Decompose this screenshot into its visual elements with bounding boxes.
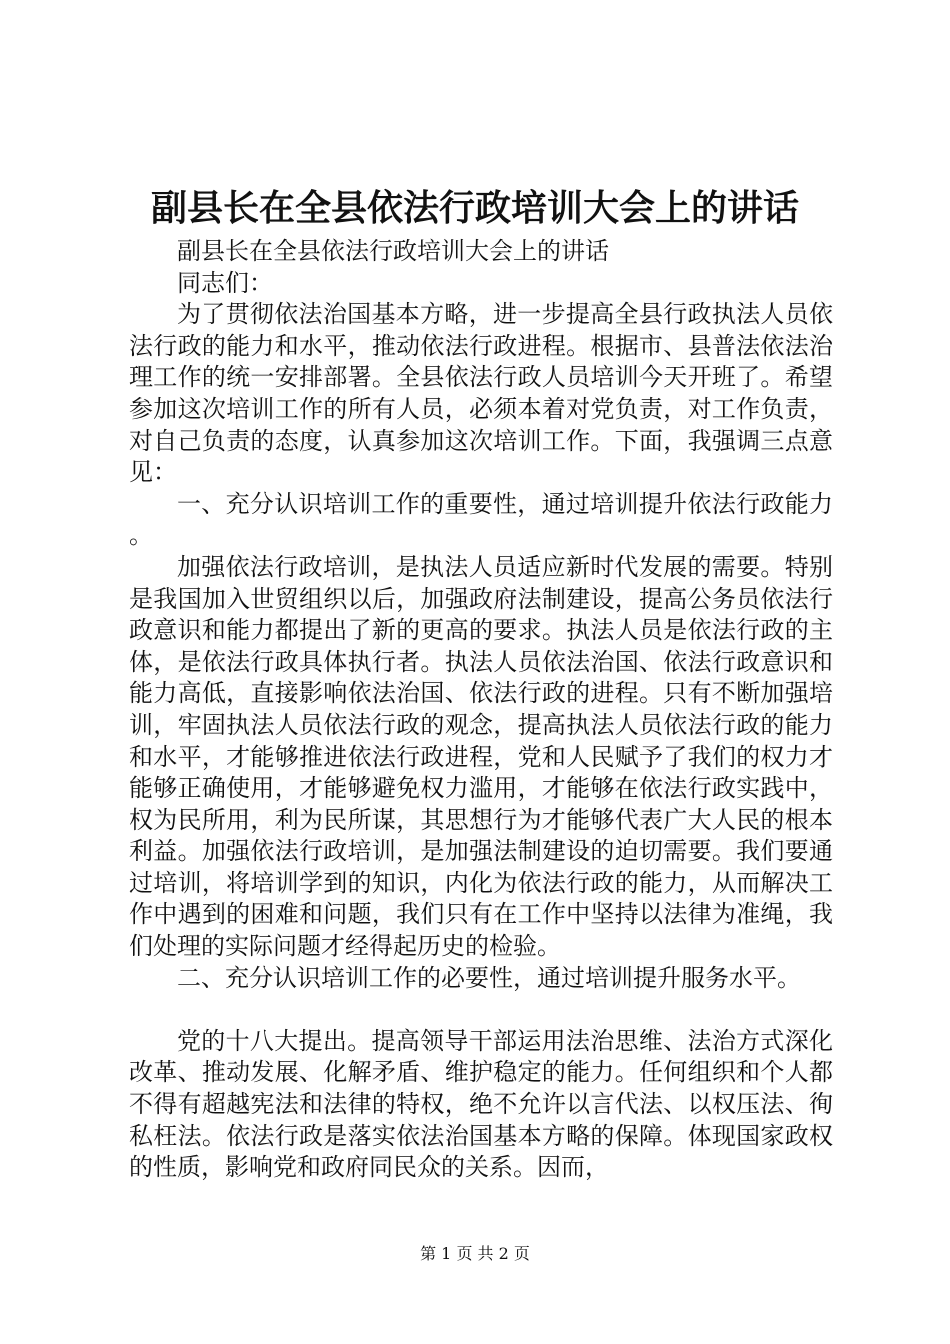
salutation-paragraph: 同志们： — [177, 268, 273, 297]
section-heading-1: 一、充分认识培训工作的重要性，通过培训提升依法行政能力。 — [129, 489, 833, 550]
page-footer: 第 1 页 共 2 页 — [420, 1244, 530, 1263]
subtitle-paragraph: 副县长在全县依法行政培训大会上的讲话 — [177, 237, 609, 265]
intro-paragraph: 为了贯彻依法治国基本方略，进一步提高全县行政执法人员依法行政的能力和水平，推动依法行政进程。根据市、县普法依法治理工作的统一安排部署。全县依法行政人员培训今天开班了。希望参加这次培训工作的所有人员，必须本着对党负责，对工作负责，对自己负责的态度，认真参加这次培训工作。下面，我强调三点意见： — [129, 300, 833, 487]
section-heading-2: 二、充分认识培训工作的必要性，通过培训提升服务水平。 — [177, 963, 801, 992]
document-title: 副县长在全县依法行政培训大会上的讲话 — [150, 187, 799, 229]
section-1-paragraph: 加强依法行政培训，是执法人员适应新时代发展的需要。特别是我国加入世贸组织以后，加强政府法制建设，提高公务员依法行政意识和能力都提出了新的更高的要求。执法人员是依法行政的主体，是依法行政具体执行者。执法人员依法治国、依法行政意识和能力高低，直接影响依法治国、依法行政的进程。只有不断加强培训，牢固执法人员依法行政的观念，提高执法人员依法行政的能力和水平，才能够推进依法行政进程，党和人民赋予了我们的权力才能够正确使用，才能够避免权力滥用，才能够在依法行政实践中，权为民所用，利为民所谋，其思想行为才能够代表广大人民的根本利益。加强依法行政培训，是加强法制建设的迫切需要。我们要通过培训，将培训学到的知识，内化为依法行政的能力，从而解决工作中遇到的困难和问题，我们只有在工作中坚持以法律为准绳，我们处理的实际问题才经得起历史的检验。 — [129, 552, 833, 961]
document-body — [129, 236, 833, 1184]
section-2-paragraph: 党的十八大提出。提高领导干部运用法治思维、法治方式深化改革、推动发展、化解矛盾、维护稳定的能力。任何组织和个人都不得有超越宪法和法律的特权，绝不允许以言代法、以权压法、徇私枉法。依法行政是落实依法治国基本方略的保障。体现国家政权的性质，影响党和政府同民众的关系。因而， — [129, 1026, 833, 1182]
